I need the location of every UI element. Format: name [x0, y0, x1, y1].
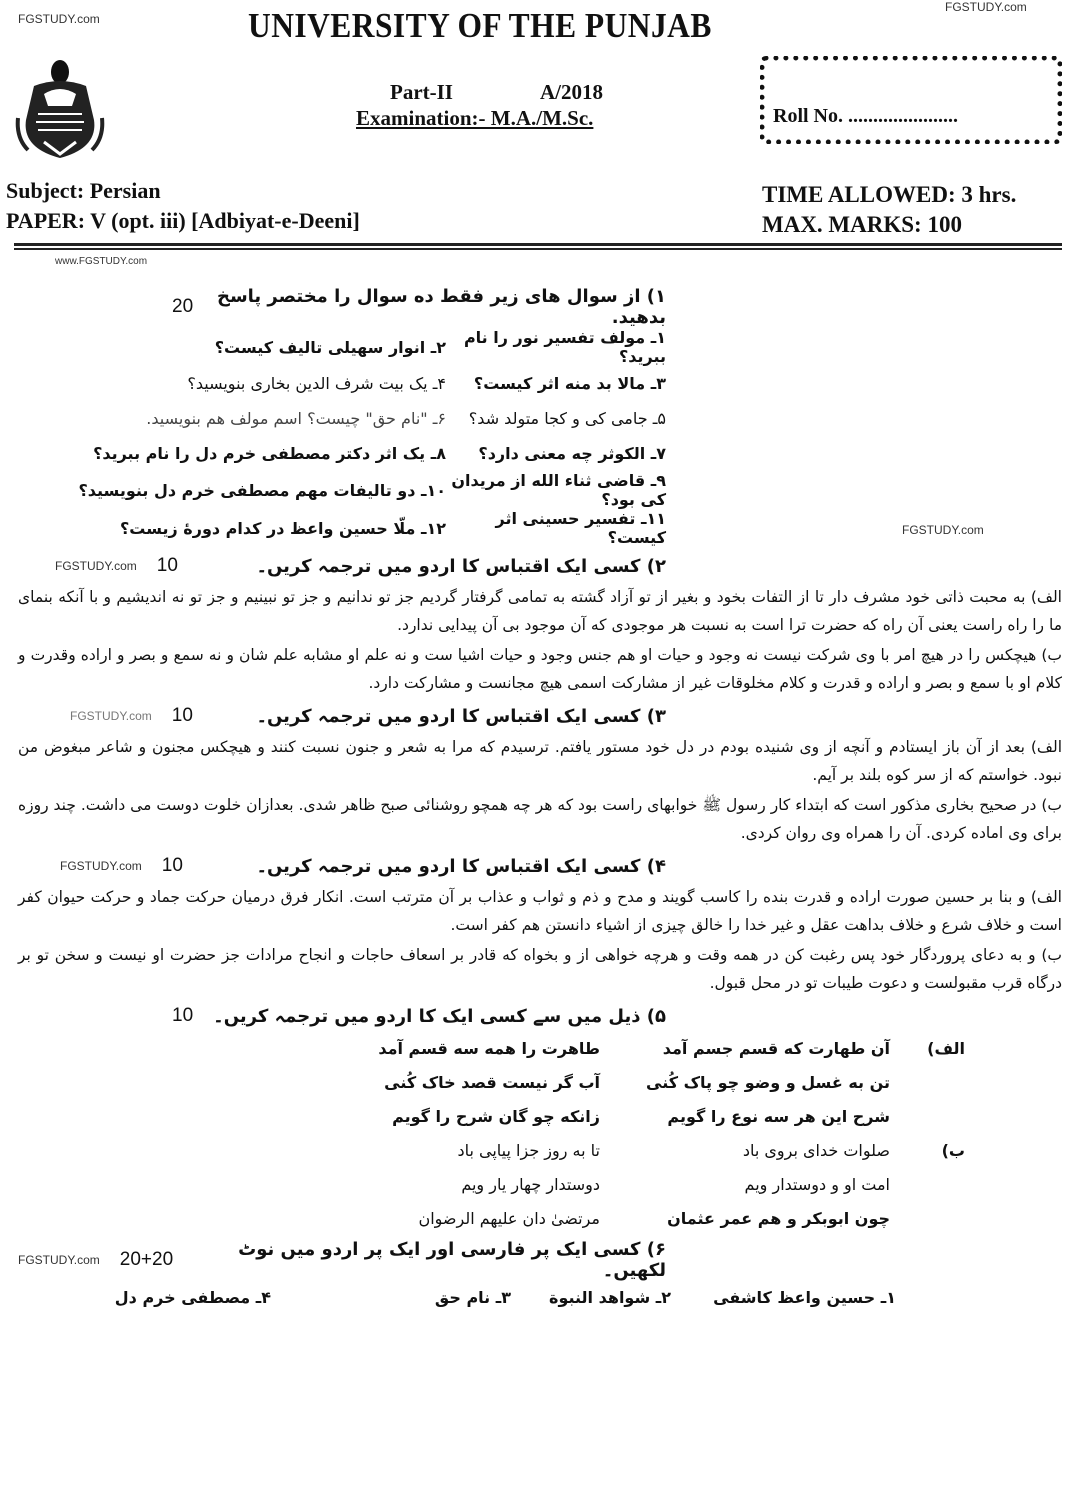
q1-item: ۱ـ مولف تفسیر نور را نام ببرید؟ — [463, 328, 666, 366]
examination-label: Examination:- M.A./M.Sc. — [356, 106, 594, 130]
verse-line: تا به روز جزا پیاپی باد — [457, 1140, 600, 1160]
q1-item: ۳ـ مالا بد منه اثر کیست؟ — [473, 374, 666, 393]
watermark: www.FGSTUDY.com — [55, 256, 148, 267]
verse-row — [18, 1133, 1062, 1167]
q6-item: ۳ـ نام حق — [434, 1287, 511, 1307]
q3-header — [18, 701, 1062, 731]
q6-item: ۲ـ شواهد النبوة — [549, 1287, 671, 1307]
q1-item: ۵ـ جامی کی و کجا متولد شد؟ — [468, 409, 666, 428]
verse-line: صلوات خدای بروی باد — [742, 1140, 890, 1160]
q1-item: ۲ـ انوار سهیلی تالیف کیست؟ — [214, 337, 446, 357]
verse-line: دوستدار چهار یار ویم — [461, 1174, 600, 1194]
q6-item: ۱ـ حسین واعظ کاشفی — [713, 1287, 896, 1307]
q1-row — [18, 509, 1062, 547]
roll-number-box — [760, 56, 1062, 144]
q1-item: ۴ـ یک بیت شرف الدین بخاری بنویسید؟ — [187, 374, 446, 393]
verse-line: تن به غسل و وضو چو پاک کُنی — [646, 1072, 890, 1092]
part-label: Part-II — [390, 80, 453, 104]
q1-item: ۱۲ـ ملّا حسین واعظ در کدام دورهٔ زیست؟ — [120, 518, 446, 538]
watermark: FGSTUDY.com — [60, 859, 142, 873]
session-label: A/2018 — [540, 80, 603, 104]
verse-line: زانکه چو گان شرح را گویم — [392, 1106, 600, 1126]
time-allowed: TIME ALLOWED: 3 hrs. — [762, 182, 1017, 207]
header-divider — [14, 248, 1062, 250]
q4-heading: ۴) کسی ایک اقتباس کا اردو میں ترجمہ کریں۔ — [256, 855, 666, 877]
q1-marks: 20 — [172, 296, 194, 317]
q1-row — [18, 436, 1062, 471]
q4-passage-b: ب) و به دعای پروردگار خود پس رغبت کن در همه وقت و هرچه خواهی از و بخواه که قادر بر اسعاف حاجات و انجاح مرادات جز حضرت او نیست و سخن تو بر درگاه قرب مقبولست و دعوت طیبات تو در محل قبول. — [18, 946, 1062, 992]
q6-item: ۴ـ مصطفی خرم دل — [114, 1287, 271, 1307]
verse-row — [18, 1065, 1062, 1099]
q1-item: ۱۱ـ تفسیر حسینی اثر کیست؟ — [495, 509, 666, 547]
q6-heading: ۶) کسی ایک پر فارسی اور ایک پر اردو میں نوٹ لکھیں۔ — [238, 1239, 666, 1281]
max-marks: MAX. MARKS: 100 — [762, 212, 962, 237]
verse-row — [18, 1167, 1062, 1201]
subject-label: Subject: Persian — [6, 178, 161, 203]
q2-passage-b: ب) هیچکس را در هیچ امر با وی شرکت نیست نه وجود و حیات او هم جنس وجود و حیات اشیا ست و نه علم او مشابه علم شان و نه سمع و بصر و اراده وقدرت و کلام او با سمع و بصر و اراده و قدرت و کلام مخلوقات غیر از مشارکت اسمی هیچ مجانست و مشارکت دارد. — [18, 646, 1062, 692]
roll-number-field: Roll No. ...................... — [773, 105, 958, 127]
q4-passage-a: الف) و بنا بر حسین صورت اراده و قدرت بنده را کاسب گویند و مدح و ذم و ثواب و عذاب بر آن مترتب است. انکار فرق درمیان حرکت جماد و حرکت حیوان کفر است و خلاف شرع و خلاف بداهت عقل و غیر خدا را خالق چیزی از اشیاء دانستن هم کفر است. — [18, 888, 1062, 934]
q5-label-b: ب) — [941, 1140, 965, 1160]
verse-line: مرتضیٰ دان علیهم الرضوان — [418, 1208, 600, 1228]
q1-item: ۶ـ "نام حق" چیست؟ اسم مولف هم بنویسید. — [146, 409, 446, 428]
q1-item: ۹ـ قاضی ثناء الله از مریدان کی بود؟ — [451, 471, 666, 509]
verse-row — [18, 1031, 1062, 1065]
q1-header — [18, 286, 1062, 328]
q3-heading: ۳) کسی ایک اقتباس کا اردو میں ترجمہ کریں۔ — [256, 705, 666, 727]
q6-marks: 20+20 — [119, 1249, 174, 1270]
q5-marks: 10 — [172, 1005, 194, 1026]
q1-item: ۸ـ یک اثر دکتر مصطفی خرم دل را نام ببرید؟ — [93, 444, 446, 463]
paper-label: PAPER: V (opt. iii) [Adbiyat-e-Deeni] — [6, 208, 360, 233]
verse-line: شرح این هر سه نوع را گویم — [667, 1106, 890, 1126]
q3-passage-a: الف) بعد از آن باز ایستادم و آنچه از وی شنیده بودم در دل خود مستور یافتم. ترسیدم که مرا به شعر و جنون نسبت کنند و هیچکس مجنون و شاعر مبغوض من نبود. خواستم که از سر کوه بلند بر آیم. — [18, 738, 1062, 784]
q6-header — [18, 1239, 1062, 1281]
q3-passage-b: ب) در صحیح بخاری مذکور است که ابتداء کار رسول ﷺ خوابهای راست بود که هر چه همچو روشنائی صبح ظاهر شدی. بعدازان خلوت دوست می داشت. چند روزه برای وی اماده کردی. آن را همراه وی روان کردی. — [18, 796, 1062, 842]
verse-row — [18, 1201, 1062, 1235]
verse-line: آن طهارت که قسم جسم آمد — [662, 1038, 890, 1058]
watermark: FGSTUDY.com — [55, 559, 137, 573]
q5-heading: ۵) ذیل میں سے کسی ایک کا اردو میں ترجمہ کریں۔ — [213, 1005, 666, 1027]
q1-row — [18, 471, 1062, 509]
verse-line: چون ابوبکر و هم عمر عثمان — [667, 1208, 890, 1228]
watermark: FGSTUDY.com — [902, 522, 984, 537]
watermark: FGSTUDY.com — [18, 1253, 100, 1267]
q1-item: ۷ـ الکوثر چه معنی دارد؟ — [478, 444, 666, 463]
q4-header — [18, 851, 1062, 881]
q2-heading: ۲) کسی ایک اقتباس کا اردو میں ترجمہ کریں۔ — [256, 555, 666, 577]
university-crest-logo — [14, 58, 106, 162]
questions — [18, 282, 1062, 1313]
q2-header — [18, 551, 1062, 581]
q2-passage-a: الف) به محبت ذاتی خود مشرف دار تا از التفات بخود و بغیر از تو آزاد گشته به تمامی گرفتار گردیم جز تو ندانیم و جز تو نبینیم و جز تو نه اندیشیم و با آنکه بنمای ما را راه راست یعنی آن راه که حضرت ترا است به نسبت هر موجودی که آن موجود بی آن پیدایی ندارد. — [18, 588, 1062, 634]
q5-header — [18, 1001, 1062, 1031]
verse-line: امت او و دوستدار ویم — [744, 1174, 890, 1194]
q4-marks: 10 — [161, 855, 183, 876]
watermark: FGSTUDY.com — [18, 12, 100, 26]
q1-row — [18, 328, 1062, 366]
watermark: FGSTUDY.com — [945, 0, 1027, 14]
watermark: FGSTUDY.com — [70, 709, 152, 723]
q2-marks: 10 — [156, 555, 178, 576]
q1-row — [18, 401, 1062, 436]
q1-item: ۱۰ـ دو تالیفات مهم مصطفی خرم دل بنویسید؟ — [78, 480, 446, 500]
q1-heading: ۱) از سوال های زیر فقط ده سوال را مختصر پاسخ بدهید. — [216, 286, 666, 328]
q1-row — [18, 366, 1062, 401]
verse-line: آب گر نیست قصد خاک کُنی — [384, 1072, 600, 1092]
university-title: UNIVERSITY OF THE PUNJAB — [248, 6, 712, 45]
q6-items — [18, 1281, 1062, 1313]
header-divider — [14, 243, 1062, 246]
verse-line: طاهرت را همه سه قسم آمد — [378, 1038, 600, 1058]
q5-label-a: الف) — [927, 1038, 965, 1058]
q3-marks: 10 — [171, 705, 193, 726]
verse-row — [18, 1099, 1062, 1133]
